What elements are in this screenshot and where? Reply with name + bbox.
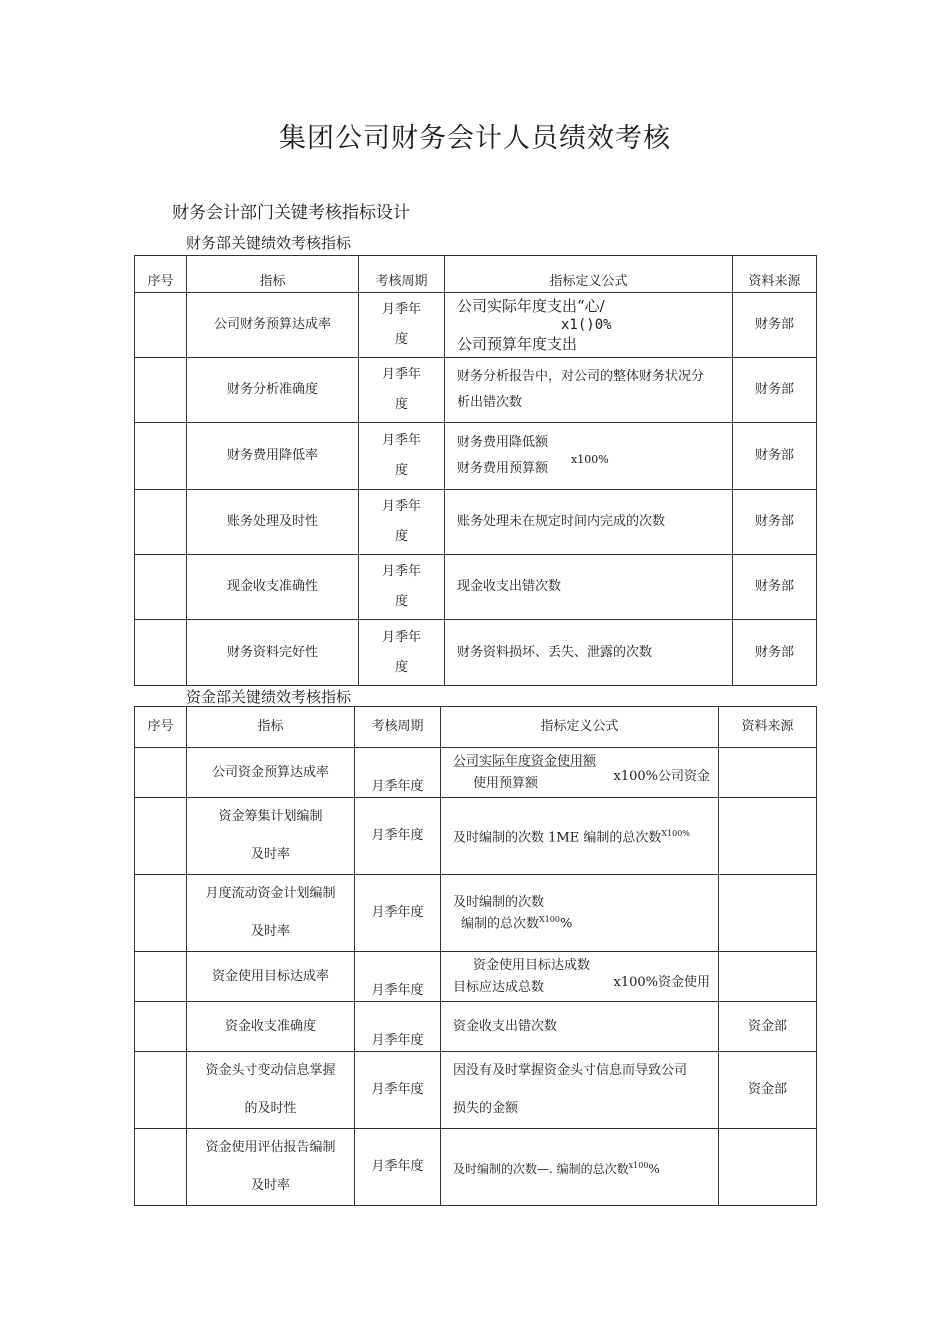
formula-denominator: 编制的总次数 — [461, 916, 540, 932]
row-indicator: 现金收支准确性 — [187, 555, 359, 620]
table-row — [135, 555, 817, 620]
row-source: 财务部 — [733, 423, 817, 490]
row-source — [719, 798, 817, 875]
period-line: 月季年 — [381, 367, 421, 382]
table1-caption: 财务部关键绩效考核指标 — [186, 234, 352, 252]
table-row — [135, 798, 817, 875]
row-formula — [441, 1052, 719, 1129]
document-title: 集团公司财务会计人员绩效考核 — [279, 123, 671, 154]
period-line: 度 — [394, 594, 408, 609]
row-period: 月季年度 — [355, 798, 441, 875]
period-line: 度 — [394, 397, 408, 412]
row-formula — [441, 1129, 719, 1206]
row-period — [359, 555, 445, 620]
period-line: 度 — [394, 659, 408, 675]
row-formula: 账务处理未在规定时间内完成的次数 — [445, 490, 733, 555]
header-indicator: 指标 — [187, 256, 359, 293]
period-line: 月季年 — [381, 629, 421, 645]
formula-denominator: 使用预算额 — [473, 775, 539, 791]
row-source: 资金部 — [719, 1002, 817, 1052]
row-formula — [441, 798, 719, 875]
row-index — [135, 423, 187, 490]
row-source: 财务部 — [733, 358, 817, 423]
header-indicator: 指标 — [187, 707, 355, 748]
table-header-row — [135, 256, 817, 293]
formula-multiplier: x100% — [571, 453, 609, 466]
indicator-line: 月度流动资金计划编制 — [205, 886, 336, 901]
indicator-line: 资金头寸变动信息掌握 — [205, 1063, 336, 1078]
table-header-row — [135, 707, 817, 748]
formula-numerator: 及时编制的次数 — [453, 894, 545, 910]
row-period: 月季年度 — [355, 1052, 441, 1129]
formula-line: 财务分析报告中，对公司的整体财务状况分 — [457, 369, 705, 384]
finance-kpi-table — [134, 255, 817, 686]
row-indicator — [187, 1129, 355, 1206]
table-row — [135, 490, 817, 555]
formula-multiplier: x100 — [628, 1160, 649, 1170]
row-period — [359, 490, 445, 555]
row-period — [359, 293, 445, 358]
row-formula: 资金收支出错次数 — [441, 1002, 719, 1052]
formula-line: 因没有及时掌握资金头寸信息而导致公司 — [453, 1063, 688, 1078]
row-index — [135, 1052, 187, 1129]
row-source: 财务部 — [733, 490, 817, 555]
indicator-line: 及时率 — [250, 924, 290, 939]
formula-line: 及时编制的次数 1ME 编制的总次数 — [453, 830, 662, 846]
formula-multiplier: X100 — [539, 914, 560, 924]
row-period: 月季年度 — [355, 1002, 441, 1052]
fund-kpi-table — [134, 706, 817, 1206]
table-row — [135, 423, 817, 490]
row-period: 月季年度 — [355, 1129, 441, 1206]
row-index — [135, 293, 187, 358]
header-period: 考核周期 — [355, 707, 441, 748]
formula-multiplier: x1()0% — [561, 316, 612, 333]
row-formula — [441, 952, 719, 1002]
row-formula: 财务资料损坏、丢失、泄露的次数 — [445, 620, 733, 686]
formula-line: 及时编制的次数—. 编制的总次数 — [453, 1161, 629, 1176]
table-row — [135, 358, 817, 423]
formula-multiplier: x100%公司资金 — [613, 769, 710, 784]
formula-line: 析出错次数 — [457, 395, 523, 410]
header-formula: 指标定义公式 — [445, 256, 733, 293]
table-row — [135, 620, 817, 686]
row-index — [135, 798, 187, 875]
table-row — [135, 952, 817, 1002]
formula-denominator: 财务费用预算额 — [457, 461, 549, 476]
row-formula — [441, 748, 719, 798]
formula-numerator: 公司实际年度支出“心/ — [457, 296, 605, 315]
row-period — [359, 358, 445, 423]
row-index — [135, 875, 187, 952]
row-indicator — [187, 1052, 355, 1129]
row-index — [135, 1002, 187, 1052]
row-indicator: 资金收支准确度 — [187, 1002, 355, 1052]
row-indicator: 财务资料完好性 — [187, 620, 359, 686]
row-period: 月季年度 — [355, 875, 441, 952]
row-source — [719, 748, 817, 798]
period-line: 度 — [394, 463, 408, 478]
formula-denominator: 目标应达成总数 — [453, 979, 545, 995]
row-period — [359, 423, 445, 490]
formula-numerator: 公司实际年度资金使用额 — [453, 753, 597, 769]
table-row — [135, 748, 817, 798]
row-formula — [441, 875, 719, 952]
row-source: 财务部 — [733, 293, 817, 358]
row-index — [135, 952, 187, 1002]
row-index — [135, 555, 187, 620]
indicator-line: 资金使用评估报告编制 — [205, 1140, 336, 1155]
table-row — [135, 1129, 817, 1206]
row-source: 资金部 — [719, 1052, 817, 1129]
row-formula — [445, 293, 733, 358]
period-line: 度 — [394, 529, 408, 544]
row-source — [719, 1129, 817, 1206]
indicator-line: 及时率 — [250, 847, 290, 862]
row-indicator: 资金使用目标达成率 — [187, 952, 355, 1002]
formula-numerator: 财务费用降低额 — [457, 435, 549, 450]
header-index: 序号 — [135, 707, 187, 748]
formula-percent: % — [648, 1161, 660, 1176]
header-source: 资料来源 — [719, 707, 817, 748]
row-indicator: 公司资金预算达成率 — [187, 748, 355, 798]
indicator-line: 资金筹集计划编制 — [218, 809, 323, 824]
formula-denominator: 公司预算年度支出 — [457, 334, 578, 353]
row-formula — [445, 423, 733, 490]
row-index — [135, 1129, 187, 1206]
row-source: 财务部 — [733, 620, 817, 686]
row-source — [719, 875, 817, 952]
period-line: 月季年 — [381, 433, 421, 448]
table-row — [135, 1002, 817, 1052]
header-formula: 指标定义公式 — [441, 707, 719, 748]
row-formula: 现金收支出错次数 — [445, 555, 733, 620]
section-heading: 财务会计部门关键考核指标设计 — [172, 203, 410, 223]
header-period: 考核周期 — [359, 256, 445, 293]
row-index — [135, 620, 187, 686]
indicator-line: 的及时性 — [244, 1101, 297, 1116]
table-row — [135, 1052, 817, 1129]
row-indicator — [187, 798, 355, 875]
header-source: 资料来源 — [733, 256, 817, 293]
formula-multiplier: x100%资金使用 — [613, 975, 710, 990]
table-row — [135, 293, 817, 358]
row-source — [719, 952, 817, 1002]
row-indicator: 财务费用降低率 — [187, 423, 359, 490]
row-indicator — [187, 875, 355, 952]
formula-line: 损失的金额 — [453, 1101, 519, 1116]
header-index: 序号 — [135, 256, 187, 293]
row-index — [135, 490, 187, 555]
row-formula — [445, 358, 733, 423]
row-indicator: 账务处理及时性 — [187, 490, 359, 555]
row-index — [135, 358, 187, 423]
period-line: 月季年 — [381, 499, 421, 514]
period-line: 月季年 — [381, 564, 421, 579]
table2-caption: 资金部关键绩效考核指标 — [186, 688, 352, 706]
row-indicator: 财务分析准确度 — [187, 358, 359, 423]
row-period: 月季年度 — [355, 952, 441, 1002]
row-source: 财务部 — [733, 555, 817, 620]
formula-percent: % — [559, 916, 573, 932]
row-indicator: 公司财务预算达成率 — [187, 293, 359, 358]
row-period: 月季年度 — [355, 748, 441, 798]
period-line: 度 — [394, 332, 408, 347]
row-period — [359, 620, 445, 686]
row-index — [135, 748, 187, 798]
formula-numerator: 资金使用目标达成数 — [473, 957, 591, 973]
period-line: 月季年 — [381, 302, 421, 317]
indicator-line: 及时率 — [250, 1178, 290, 1193]
formula-multiplier: X100% — [661, 828, 690, 838]
table-row — [135, 875, 817, 952]
